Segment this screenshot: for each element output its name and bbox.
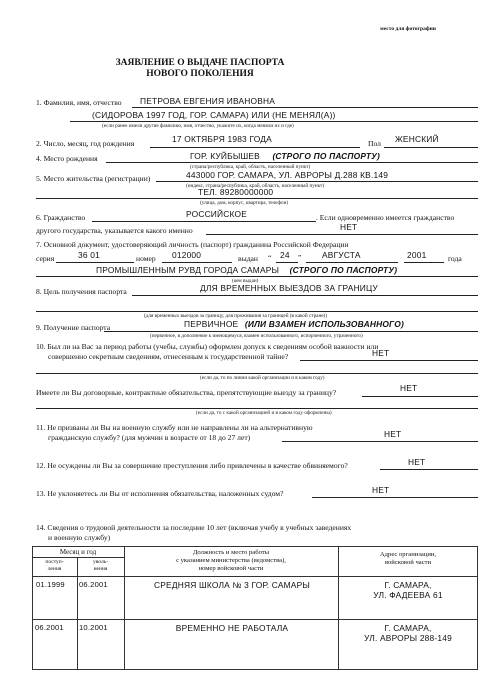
q5-label: 5. Место жительства (регистрации) xyxy=(36,174,151,183)
q12-value: НЕТ xyxy=(408,457,426,467)
q10-contract-value: НЕТ xyxy=(400,383,418,393)
q7-issuer-hint: (СТРОГО ПО ПАСПОРТУ) xyxy=(289,265,398,275)
q5-value: 443000 ГОР. САМАРА, УЛ. АВРОРЫ Д.288 КВ.149 xyxy=(186,170,389,180)
row-address-line2: УЛ. ФАДЕЕВА 61 xyxy=(373,590,443,600)
th-address: Адрес организации, войсковой части xyxy=(379,551,437,566)
q10-label2: совершенно секретным сведениям, отнесенным к государственной тайне? xyxy=(48,352,289,361)
q10-contract-label: Имеете ли Вы договорные, контрактные обязательства, препятствующие выезду за границу? xyxy=(36,388,337,397)
q10-value: НЕТ xyxy=(372,348,390,358)
q7-issuer-note: (кем выдан) xyxy=(232,278,259,284)
th-month-year: Месяц и год xyxy=(59,548,97,556)
q6-other-value: НЕТ xyxy=(340,222,358,232)
q9-type: ПЕРВИЧНОЕ xyxy=(184,319,239,329)
q6-value: РОССИЙСКОЕ xyxy=(186,209,247,219)
q6-other-label: . Если одновременно имеется гражданство xyxy=(316,213,455,222)
q5-note2: (улица, дом, корпус, квартира, телефон) xyxy=(200,200,289,206)
q2-value: 17 ОКТЯБРЯ 1983 ГОДА xyxy=(172,134,272,144)
q11-label1: 11. Не призваны ли Вы на военную службу или не направлены ли на альтернативную xyxy=(36,423,313,432)
q9-type-hint: (ИЛИ ВЗАМЕН ИСПОЛЬЗОВАННОГО) xyxy=(244,319,404,329)
q4-place-hint: (СТРОГО ПО ПАСПОРТУ) xyxy=(272,151,380,161)
q8-value: ДЛЯ ВРЕМЕННЫХ ВЫЕЗДОВ ЗА ГРАНИЦУ xyxy=(200,283,378,293)
q2-label: 2. Число, месяц, год рождения xyxy=(36,139,135,148)
q5-note1: (индекс, страна/республика, край, область, населенный пункт) xyxy=(186,183,325,189)
q7-issuer-name: ПРОМЫШЛЕННЫМ РУВД ГОРОДА САМАРЫ xyxy=(96,265,280,275)
q13-value: НЕТ xyxy=(372,485,390,495)
q7-month: АВГУСТА xyxy=(322,250,361,260)
q2-sex-label: Пол xyxy=(368,139,381,148)
th-position: Должность и место работы с указанием министерства (ведомства), номер войсковой части xyxy=(176,549,286,572)
q7-quote-close: ” xyxy=(298,253,302,262)
q7-year: 2001 xyxy=(407,250,427,260)
q7-label: 7. Основной документ, удостоверяющий личность (паспорт) гражданина Российской Федерации xyxy=(36,240,349,249)
q9-note: (первичное, в дополнение к имеющемуся, взамен использованного, испорченного, утраченного) xyxy=(150,333,363,339)
q6-other-label2: другого государства, указывается какого именно xyxy=(36,226,193,235)
row-address-line1: Г. САМАРА, xyxy=(384,623,432,633)
row-start: 06.2001 xyxy=(35,623,64,632)
q7-quote-open: “ xyxy=(268,253,272,262)
q13-label: 13. Не уклоняетесь ли Вы от исполнения обязательства, наложенных судом? xyxy=(36,489,284,498)
q1-note: (если ранее имели другие фамилию, имя, отчество, укажите их, когда меняли их и где) xyxy=(102,123,294,129)
th-start: поступ- ления xyxy=(45,559,64,572)
photo-box xyxy=(386,0,496,8)
row-end: 06.2001 xyxy=(79,580,108,589)
q7-day: 24 xyxy=(280,250,290,260)
row-start: 01.1999 xyxy=(36,580,65,589)
form-title-line1: ЗАЯВЛЕНИЕ О ВЫДАЧЕ ПАСПОРТА xyxy=(115,58,285,68)
row-end: 10.2001 xyxy=(79,623,108,632)
q1-value: ПЕТРОВА ЕВГЕНИЯ ИВАНОВНА xyxy=(140,96,276,106)
q8-note: (для временных выездов за границу, для проживания за границей (в какой стране)) xyxy=(144,313,328,319)
q9-label: 9. Получение паспорта xyxy=(36,323,111,332)
q1-label: 1. Фамилия, имя, отчество xyxy=(36,98,122,107)
form-title-line2: НОВОГО ПОКОЛЕНИЯ xyxy=(146,69,254,79)
q7-series-value: 36 01 xyxy=(78,250,100,260)
q6-label: 6. Гражданство xyxy=(36,213,86,222)
q11-value: НЕТ xyxy=(384,429,402,439)
q7-number-label: номер xyxy=(136,254,156,263)
row-address-line2: УЛ. АВРОРЫ 288-149 xyxy=(364,633,452,643)
q9-value xyxy=(184,319,404,329)
q14-label1: 14. Сведения о трудовой деятельности за последние 10 лет (включая учебу в учебных заведениях xyxy=(36,523,352,532)
q4-note: (страна/республика, край, область, населенный пункт) xyxy=(190,164,311,170)
q14-label2: и военную службу) xyxy=(48,533,111,542)
q10-label1: 10. Был ли на Вас за период работы (учебы, службы) оформлен допуск к сведениям особой важности или xyxy=(36,342,379,351)
q5-phone: ТЕЛ. 89280000000 xyxy=(198,187,274,197)
q7-issued-label: выдан xyxy=(238,254,258,263)
q10-note2: (если да, то с какой организацией и в каком году оформлены) xyxy=(196,410,332,416)
photo-note: место для фотографии xyxy=(380,26,436,32)
q4-place: ГОР. КУЙБЫШЕВ xyxy=(190,151,260,161)
q4-value xyxy=(190,151,380,161)
q1-prev-names: (СИДОРОВА 1997 ГОД, ГОР. САМАРА) ИЛИ (НЕ МЕНЯЛ(А)) xyxy=(92,110,336,120)
q7-series-label: серия xyxy=(36,254,55,263)
q7-number-value: 012000 xyxy=(172,250,202,260)
q11-label2: гражданскую службу? (для мужчин в возрасте от 18 до 27 лет) xyxy=(48,433,251,442)
q4-label: 4. Место рождения xyxy=(36,154,98,163)
row-position: ВРЕМЕННО НЕ РАБОТАЛА xyxy=(175,623,289,633)
q12-label: 12. Не осуждены ли Вы за совершение преступления либо привлечены в качестве обвиняемого? xyxy=(36,461,348,470)
th-end: уволь- нения xyxy=(92,559,109,572)
q2-sex-value: ЖЕНСКИЙ xyxy=(395,134,439,144)
row-position: СРЕДНЯЯ ШКОЛА № 3 ГОР. САМАРЫ xyxy=(154,580,310,590)
q10-note: (если да, то по линии какой организации и в каком году) xyxy=(200,375,325,381)
form-title xyxy=(100,58,300,80)
q8-label: 8. Цель получения паспорта xyxy=(36,287,127,296)
row-address-line1: Г. САМАРА, xyxy=(384,580,432,590)
q7-year-label: года xyxy=(448,254,462,263)
q7-issuer xyxy=(96,265,397,275)
